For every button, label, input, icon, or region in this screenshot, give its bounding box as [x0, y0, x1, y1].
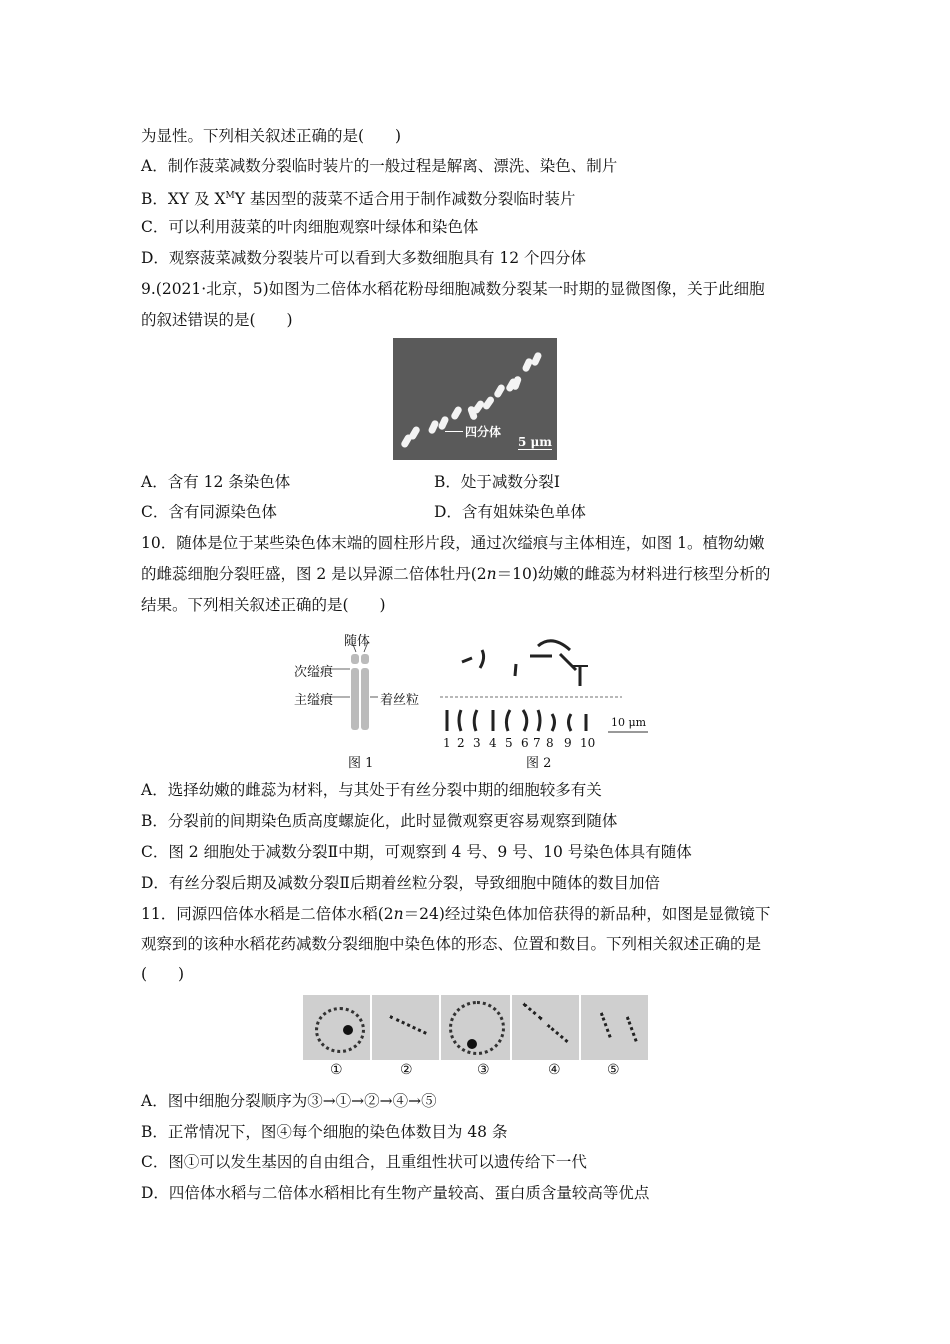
- label-centromere: 着丝粒: [380, 693, 420, 708]
- chromosome: [437, 415, 449, 431]
- scale-bar-label: 10 μm: [611, 716, 647, 729]
- chromosome-group: [618, 1016, 637, 1044]
- satellite-right: [361, 654, 369, 664]
- q10-stem-line3: 结果。下列相关叙述正确的是( ): [141, 596, 386, 614]
- karyotype-number: 2: [457, 736, 465, 750]
- q11-stem-line1: 11．同源四倍体水稻是二倍体水稻(2n＝24)经过染色体加倍获得的新品种，如图是显微镜下: [141, 905, 771, 923]
- q9-micrograph: [393, 338, 557, 460]
- q10-option-d: D．有丝分裂后期及减数分裂Ⅱ后期着丝粒分裂，导致细胞中随体的数目加倍: [141, 874, 660, 892]
- q10-option-a: A．选择幼嫩的雌蕊为材料，与其处于有丝分裂中期的细胞较多有关: [141, 781, 602, 799]
- q8-option-b: B．XY 及 $X^MY$ 基因型的菠菜不适合用于制作减数分裂临时装片: [141, 190, 576, 209]
- q11-stem-line3: ( ): [141, 965, 185, 983]
- fig1-caption: 图 1: [348, 756, 374, 771]
- q11-micrograph-strip: [303, 995, 648, 1060]
- panel-1: [303, 995, 370, 1060]
- panel-label: ④: [548, 1062, 561, 1078]
- q8-option-d: D．观察菠菜减数分裂装片可以看到大多数细胞具有 12 个四分体: [141, 249, 587, 267]
- q10-figure-drawing: [290, 628, 660, 773]
- q9-stem-line2: 的叙述错误的是( ): [141, 311, 293, 329]
- panel-5: [581, 995, 648, 1060]
- label-primary-constriction: 主缢痕: [294, 693, 334, 708]
- q8-option-a: A．制作菠菜减数分裂临时装片的一般过程是解离、漂洗、染色、制片: [141, 157, 618, 175]
- q11-option-a: A．图中细胞分裂顺序为③→①→②→④→⑤: [141, 1092, 437, 1110]
- pointer-line: [445, 431, 463, 432]
- chromosome: [400, 433, 413, 449]
- panel-2: [372, 995, 439, 1060]
- chromosome-group: [517, 1003, 542, 1027]
- chromosome: [521, 357, 533, 373]
- label-secondary-constriction: 次缢痕: [294, 665, 334, 680]
- q11-option-b: B．正常情况下，图④每个细胞的染色体数目为 48 条: [141, 1123, 508, 1141]
- karyotype-number: 5: [505, 736, 513, 750]
- q11-option-d: D．四倍体水稻与二倍体水稻相比有生物产量较高、蛋白质含量较高等优点: [141, 1184, 650, 1202]
- chromosome: [450, 405, 463, 421]
- q9-option-a: A．含有 12 条染色体: [141, 473, 291, 491]
- chromatid-right: [361, 668, 369, 730]
- karyotype-number: 10: [580, 736, 596, 750]
- panel-label: ⑤: [607, 1062, 620, 1078]
- scale-bar-label: 5 μm: [518, 435, 553, 449]
- q11-stem-line2: 观察到的该种水稻花药减数分裂细胞中染色体的形态、位置和数目。下列相关叙述正确的是: [141, 935, 762, 953]
- karyotype-number: 1: [443, 736, 451, 750]
- q9-option-c: C．含有同源染色体: [141, 503, 277, 521]
- panel-3: [441, 995, 510, 1060]
- q9-option-b: B．处于减数分裂Ⅰ: [434, 473, 561, 491]
- q11-option-c: C．图①可以发生基因的自由组合，且重组性状可以遗传给下一代: [141, 1153, 587, 1171]
- panel-label: ③: [477, 1062, 490, 1078]
- q10-option-b: B．分裂前的间期染色质高度螺旋化，此时显微观察更容易观察到随体: [141, 812, 618, 830]
- q9-option-d: D．含有姐妹染色单体: [434, 503, 586, 521]
- chromatid-left: [351, 668, 359, 730]
- q10-stem-line2: 的雌蕊细胞分裂旺盛，图 2 是以异源二倍体牡丹(2n＝10)幼嫩的雌蕊为材料进行核型分析的: [141, 565, 771, 583]
- chromatin: [315, 1007, 365, 1053]
- fig2-caption: 图 2: [526, 756, 552, 771]
- q10-stem-line1: 10．随体是位于某些染色体末端的圆柱形片段，通过次缢痕与主体相连，如图 1。植物幼嫩: [141, 534, 765, 552]
- chromosome: [493, 383, 506, 399]
- nucleolus: [343, 1025, 353, 1035]
- chromosome-group: [542, 1024, 569, 1049]
- karyotype-number: 3: [473, 736, 481, 750]
- chromatin: [449, 1001, 505, 1055]
- chromosome-group: [592, 1012, 611, 1040]
- karyotype-number: 6: [521, 736, 529, 750]
- karyotype-number: 7: [533, 736, 541, 750]
- q9-stem-line1: 9.(2021·北京，5)如图为二倍体水稻花粉母细胞减数分裂某一时期的显微图像，关于此细胞: [141, 280, 765, 298]
- q10-option-c: C．图 2 细胞处于减数分裂Ⅱ中期，可观察到 4 号、9 号、10 号染色体具有随体: [141, 843, 692, 861]
- panel-4: [512, 995, 579, 1060]
- tetrad-label: 四分体: [465, 425, 502, 439]
- panel-label: ①: [330, 1062, 343, 1078]
- karyotype-number: 9: [564, 736, 572, 750]
- q8-option-c: C．可以利用菠菜的叶肉细胞观察叶绿体和染色体: [141, 218, 479, 236]
- q10-figure: [290, 628, 660, 773]
- karyotype-number: 8: [546, 736, 554, 750]
- nucleolus: [467, 1039, 477, 1049]
- label-satellite: 随体: [344, 634, 371, 649]
- satellite-left: [351, 654, 359, 664]
- chromosome-plate: [385, 1015, 427, 1044]
- karyotype-number: 4: [489, 736, 497, 750]
- panel-label: ②: [400, 1062, 413, 1078]
- q8-stem-end: 为显性。下列相关叙述正确的是( ): [141, 127, 402, 145]
